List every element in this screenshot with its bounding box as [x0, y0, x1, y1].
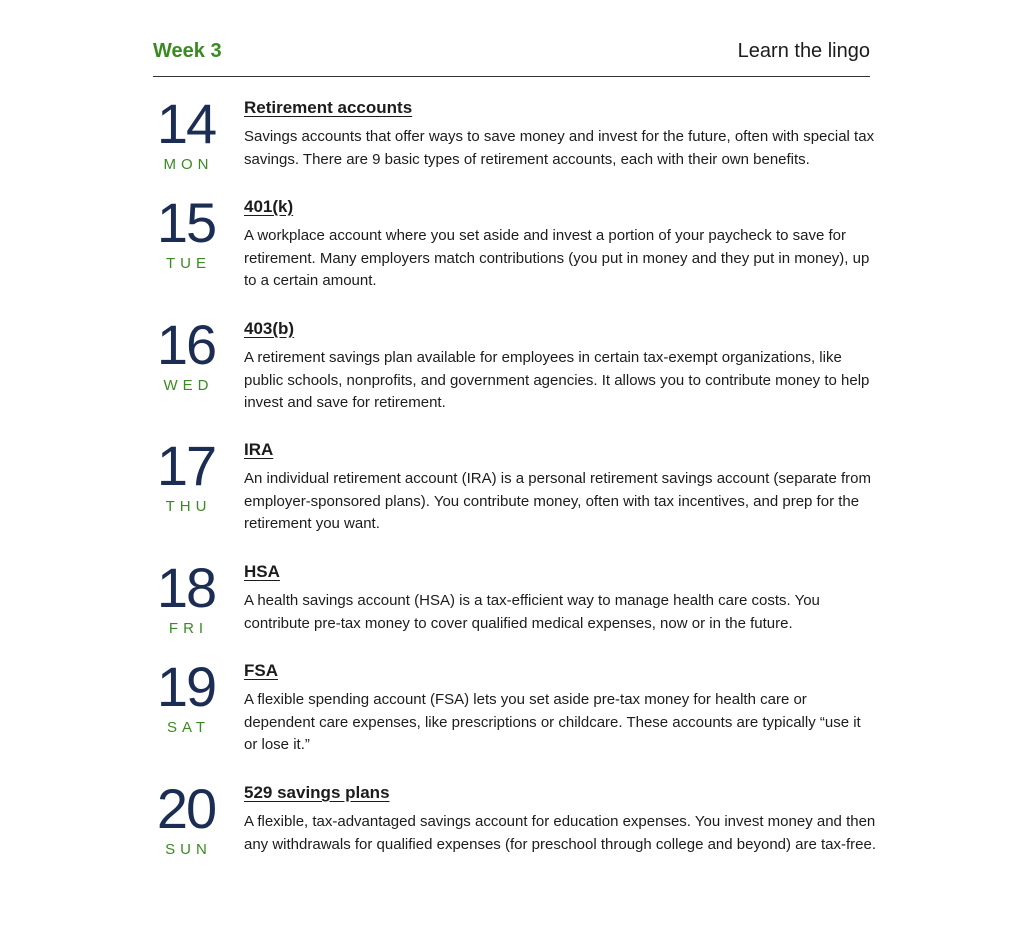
term-definition: An individual retirement account (IRA) is a personal retirement savings account (separate from employer-sponsored plans). You contribute money, often with tax incentives, and prep for the retirement you want.	[244, 470, 871, 532]
entry-content	[244, 560, 878, 635]
term-heading: Retirement accounts	[244, 98, 413, 117]
week-label: Week 3	[153, 40, 222, 62]
day-name: SUN	[165, 841, 212, 858]
date-block	[153, 313, 219, 394]
date-block	[153, 777, 219, 858]
date-block	[153, 191, 219, 272]
date-block	[153, 92, 219, 173]
term-definition: A health savings account (HSA) is a tax-efficient way to manage health care costs. You contribute pre-tax money to cover qualified medical expenses, now or in the future.	[244, 592, 820, 632]
day-number: 20	[156, 777, 216, 840]
date-block	[153, 655, 219, 736]
date-block	[153, 556, 219, 637]
entry-content	[244, 659, 878, 757]
day-name: MON	[163, 156, 214, 173]
day-number: 16	[156, 313, 216, 376]
entry-content	[244, 96, 878, 171]
entry-content	[244, 317, 878, 415]
day-number: 17	[156, 434, 216, 497]
entry-content	[244, 781, 878, 856]
day-name: THU	[165, 498, 212, 515]
term-definition: A flexible, tax-advantaged savings account for education expenses. You invest money and then any withdrawals for qualified expenses (for preschool through college and beyond) are tax-free.	[244, 813, 877, 853]
term-definition: Savings accounts that offer ways to save money and invest for the future, often with special tax savings. There are 9 basic types of retirement accounts, each with their own benefits.	[244, 128, 875, 168]
term-heading: HSA	[244, 562, 280, 581]
term-definition: A retirement savings plan available for employees in certain tax-exempt organizations, like public schools, nonprofits, and government agencies. It allows you to contribute money to help invest and save for retirement.	[244, 349, 870, 411]
day-number: 15	[156, 191, 216, 254]
page-tagline: Learn the lingo	[737, 40, 870, 62]
entry-content	[244, 438, 878, 536]
term-definition: A flexible spending account (FSA) lets you set aside pre-tax money for health care or dependent care expenses, like prescriptions or childcare. These accounts are typically “use it or lose it.”	[244, 691, 861, 753]
day-name: WED	[163, 377, 214, 394]
day-number: 14	[156, 92, 216, 155]
date-block	[153, 434, 219, 515]
day-number: 18	[156, 556, 216, 619]
term-heading: FSA	[244, 661, 278, 680]
entry-content	[244, 195, 878, 293]
day-name: TUE	[166, 255, 211, 272]
term-heading: 403(b)	[244, 319, 295, 338]
day-name: SAT	[166, 719, 211, 736]
term-definition: A workplace account where you set aside and invest a portion of your paycheck to save for retirement. Many employers match contributions (you put in money and they put in money), up to a certain amount.	[244, 227, 870, 289]
term-heading: 401(k)	[244, 197, 294, 216]
day-number: 19	[156, 655, 216, 718]
page-header	[153, 38, 870, 77]
day-name: FRI	[168, 620, 209, 637]
term-heading: 529 savings plans	[244, 783, 390, 802]
term-heading: IRA	[244, 440, 274, 459]
